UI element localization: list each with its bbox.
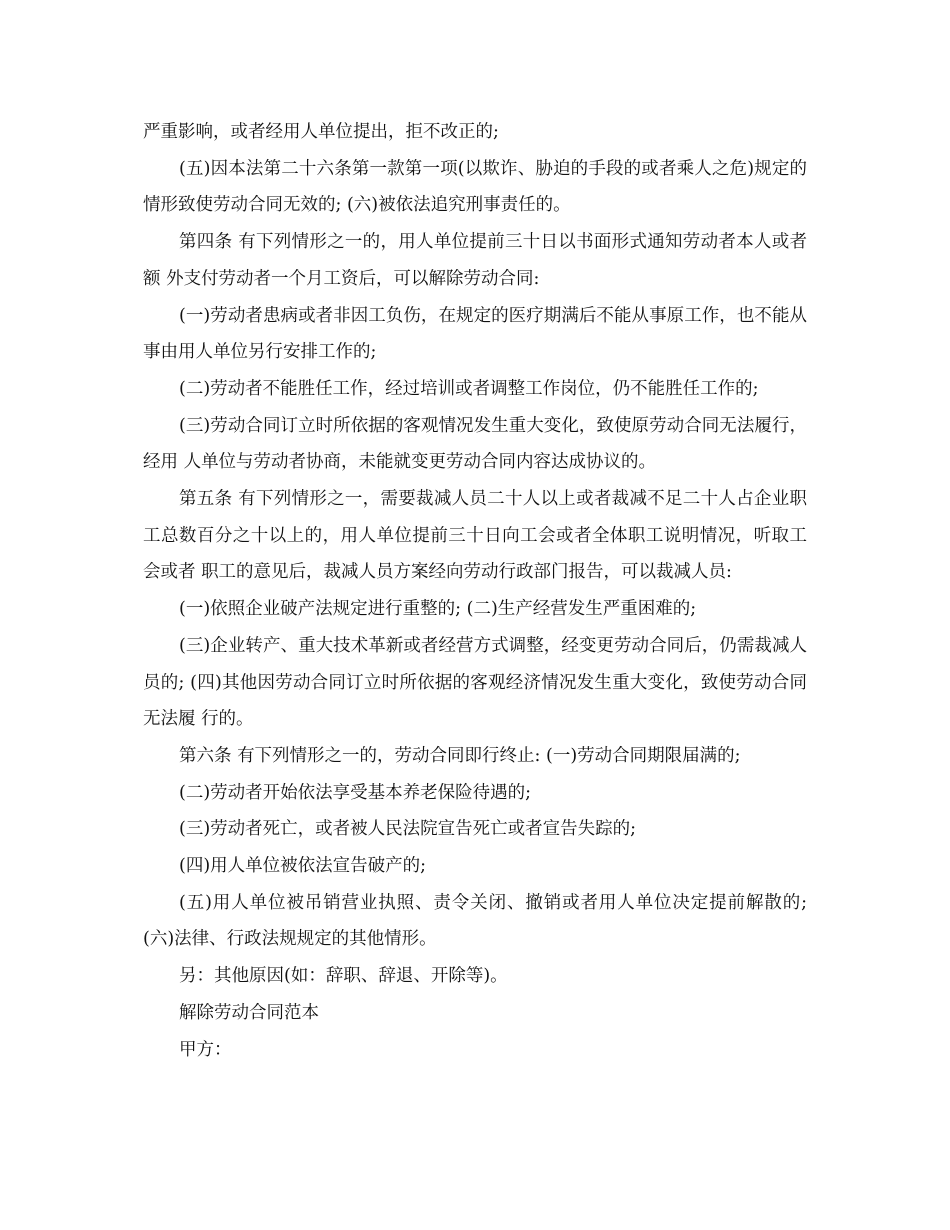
paragraph-article-6-item-2: (二)劳动者开始依法享受基本养老保险待遇的; (179, 782, 532, 803)
paragraph-article-4: 第四条 有下列情形之一的，用人单位提前三十日以书面形式通知劳动者本人或者额 外支付劳动者一个月工资后，可以解除劳动合同: (143, 232, 807, 289)
paragraph-article-6-items-5-6: (五)用人单位被吊销营业执照、责令关闭、撤销或者用人单位决定提前解散的; (六)法律、行政法规规定的其他情形。 (143, 892, 807, 950)
paragraph-article-6-item-3: (三)劳动者死亡，或者被人民法院宣告死亡或者宣告失踪的; (179, 819, 637, 840)
paragraph-article-4-item-2: (二)劳动者不能胜任工作，经过培训或者调整工作岗位，仍不能胜任工作的; (179, 378, 759, 399)
paragraph-continuation: 严重影响，或者经用人单位提出，拒不改正的; (143, 122, 499, 142)
paragraph-article-6-item-4: (四)用人单位被依法宣告破产的; (179, 856, 427, 877)
paragraph-article-5-items-3-4: (三)企业转产、重大技术革新或者经营方式调整，经变更劳动合同后，仍需裁减人员的; (四)其他因劳动合同订立时所依据的客观经济情况发生重大变化，致使劳动合同无法履 行的。 (143, 635, 807, 730)
paragraph-other-reasons: 另：其他原因(如：辞职、辞退、开除等)。 (179, 966, 508, 987)
paragraph-item-5-invalid-contract: (五)因本法第二十六条第一款第一项(以欺诈、胁迫的手段的或者乘人之危)规定的情形致使劳动合同无效的; (六)被依法追究刑事责任的。 (143, 158, 807, 216)
paragraph-template-title: 解除劳动合同范本 (179, 1002, 319, 1023)
paragraph-party-a: 甲方： (179, 1039, 232, 1060)
document-body (143, 114, 807, 1068)
paragraph-article-4-item-1: (一)劳动者患病或者非因工负伤，在规定的医疗期满后不能从事原工作，也不能从事由用人单位另行安排工作的; (143, 305, 807, 363)
paragraph-article-5: 第五条 有下列情形之一，需要裁减人员二十人以上或者裁减不足二十人占企业职 工总数百分之十以上的，用人单位提前三十日向工会或者全体职工说明情况，听取工会或者 职工的意见后，裁减人员方案经向劳动行政部门报告，可以裁减人员: (143, 489, 807, 583)
paragraph-article-5-items-1-2: (一)依照企业破产法规定进行重整的; (二)生产经营发生严重困难的; (179, 599, 697, 620)
paragraph-article-6: 第六条 有下列情形之一的，劳动合同即行终止: (一)劳动合同期限届满的; (179, 745, 741, 766)
paragraph-article-4-item-3: (三)劳动合同订立时所依据的客观情况发生重大变化，致使原劳动合同无法履行，经用 人单位与劳动者协商，未能就变更劳动合同内容达成协议的。 (143, 415, 807, 473)
